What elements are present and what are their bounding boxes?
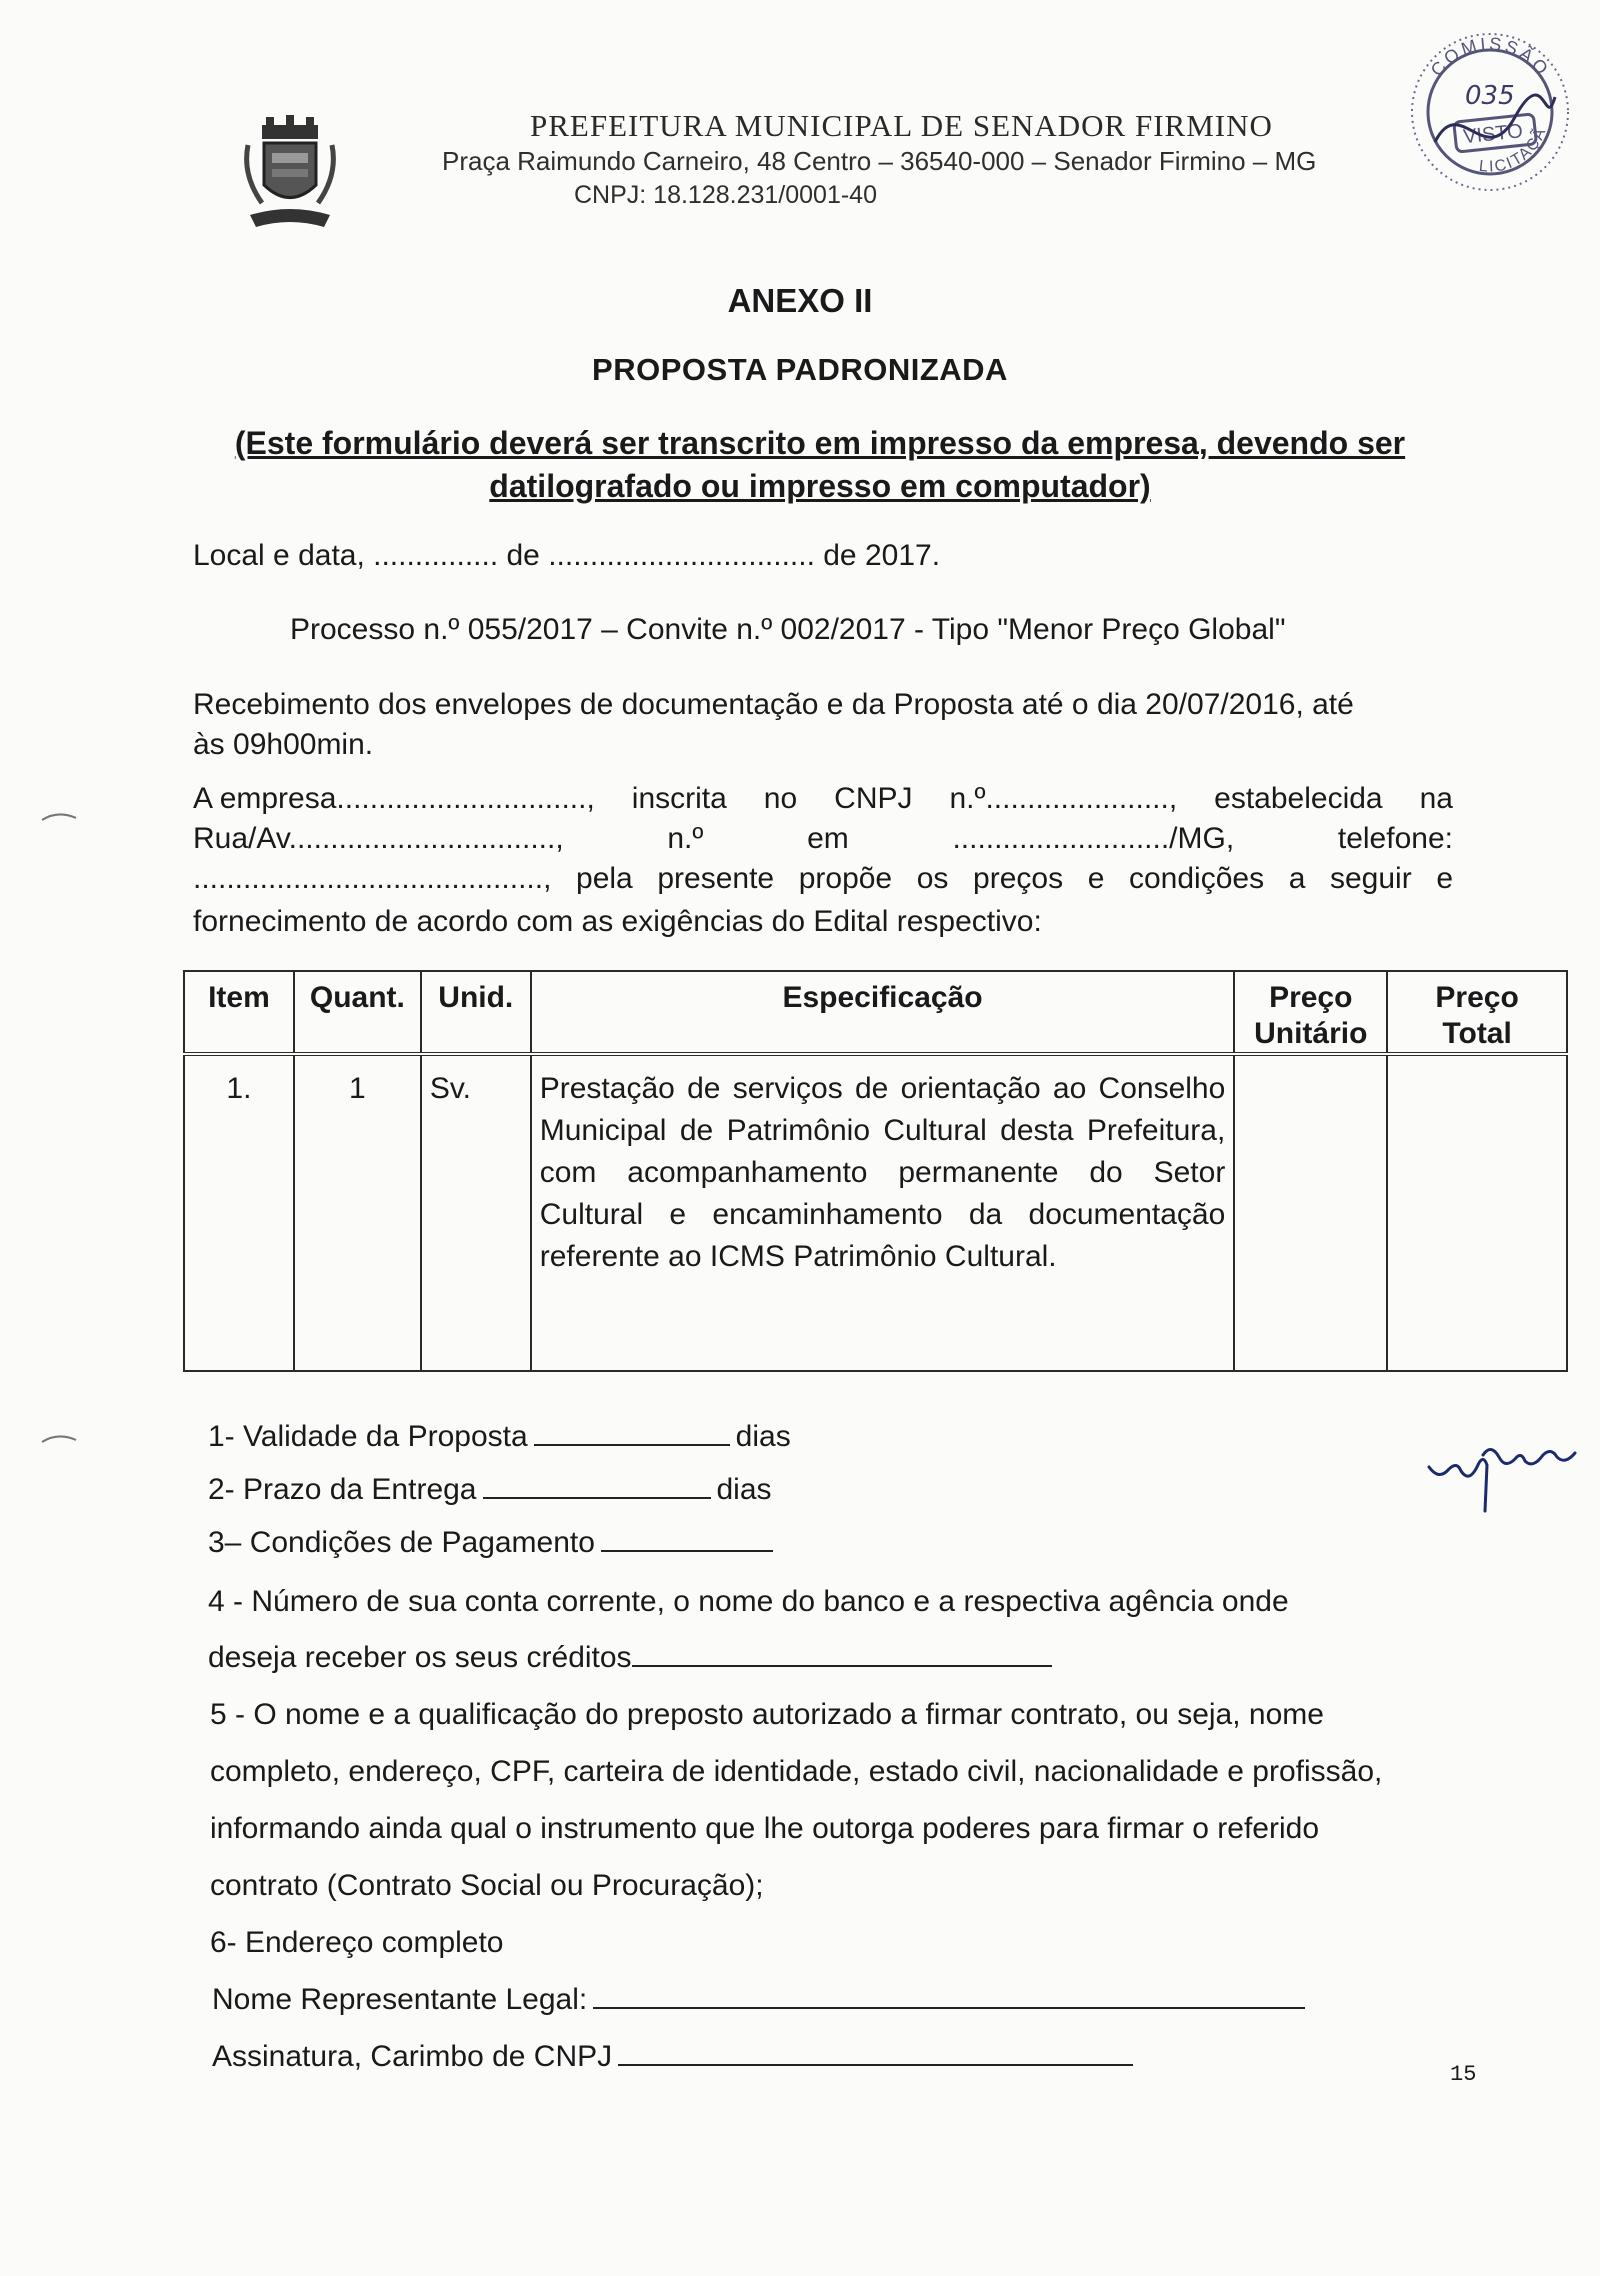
handwritten-rubric [1425, 1425, 1585, 1515]
svg-text:COMISSÃO: COMISSÃO [1426, 33, 1554, 81]
prazo-line: 2- Prazo da Entrega dias [208, 1473, 772, 1506]
header-address: Praça Raimundo Carneiro, 48 Centro – 36540-000 – Senador Firmino – MG [442, 146, 1317, 176]
header-title: PREFEITURA MUNICIPAL DE SENADOR FIRMINO [530, 108, 1273, 143]
endereco-line: 6- Endereço completo [210, 1926, 504, 1959]
col-header-item: Item [184, 971, 294, 1054]
pagamento-field[interactable] [601, 1524, 773, 1552]
local-data-line: Local e data, ............... de ................................ de 2017. [193, 539, 941, 572]
cell-item: 1. [184, 1054, 294, 1371]
municipal-crest-logo [240, 115, 340, 235]
representante-line: Nome Representante Legal: [212, 1980, 1311, 2020]
margin-mark [40, 810, 80, 824]
conta-line-1: 4 - Número de sua conta corrente, o nome do banco e a respectiva agência onde [208, 1585, 1289, 1618]
processo-line: Processo n.º 055/2017 – Convite n.º 002/2017 - Tipo "Menor Preço Global" [290, 613, 1286, 646]
svg-text:LICITAÇÃO: LICITAÇÃ [1478, 124, 1550, 176]
recebimento-line-1: Recebimento dos envelopes de documentação e da Proposta até o dia 20/07/2016, até [193, 688, 1354, 721]
col-header-preco-unitario: Preço Unitário [1234, 971, 1387, 1054]
svg-text:VISTO: VISTO [1462, 120, 1524, 149]
commission-stamp [1405, 22, 1575, 197]
form-title: PROPOSTA PADRONIZADA [592, 352, 1008, 387]
empresa-paragraph [193, 782, 1453, 942]
header-cnpj: CNPJ: 18.128.231/0001-40 [574, 181, 877, 209]
prazo-field[interactable] [483, 1471, 711, 1499]
cell-preco-unitario[interactable] [1234, 1054, 1387, 1371]
empresa-line-1: A empresa.............................., inscrita no CNPJ n.º......................, estabelecida na [193, 782, 1453, 815]
representante-field[interactable] [593, 1981, 1305, 2009]
cell-spec: Prestação de serviços de orientação ao Conselho Municipal de Patrimônio Cultural desta Prefeitura, com acompanhamento permanente do Setor Cultural e encaminhamento da documentação referente ao ICMS Patrimônio Cultural. [531, 1054, 1235, 1371]
recebimento-line-2: às 09h00min. [193, 728, 374, 761]
pagamento-line: 3– Condições de Pagamento [208, 1523, 779, 1563]
notice-line-1: (Este formulário deverá ser transcrito em impresso da empresa, devendo ser [234, 425, 1406, 461]
cell-preco-total[interactable] [1387, 1054, 1567, 1371]
assinatura-field[interactable] [618, 2038, 1133, 2066]
notice-line-2: datilografado ou impresso em computador) [489, 468, 1151, 504]
preposto-line-3: informando ainda qual o instrumento que lhe outorga poderes para firmar o referido [210, 1812, 1320, 1845]
empresa-line-4: fornecimento de acordo com as exigências do Edital respectivo: [193, 905, 1042, 938]
annex-title: ANEXO II [727, 282, 873, 319]
empresa-line-3: .........................................., pela presente propõe os preços e condições a seguir e [193, 862, 1453, 895]
preposto-line-1: 5 - O nome e a qualificação do preposto autorizado a firmar contrato, ou seja, nome [210, 1698, 1324, 1731]
table-row [184, 1054, 1567, 1371]
conta-line-2: deseja receber os seus créditos [208, 1638, 1058, 1678]
items-table [183, 970, 1568, 1372]
col-header-unid: Unid. [421, 971, 531, 1054]
page-number: 15 [1450, 2062, 1477, 2087]
col-header-preco-total: Preço Total [1387, 971, 1567, 1054]
validade-line: 1- Validade da Proposta dias [208, 1420, 791, 1453]
validade-field[interactable] [534, 1418, 730, 1446]
preposto-line-4: contrato (Contrato Social ou Procuração); [210, 1869, 764, 1902]
margin-mark [40, 1432, 80, 1446]
transcription-notice [230, 422, 1410, 508]
col-header-spec: Especificação [531, 971, 1235, 1054]
cell-unid: Sv. [421, 1054, 531, 1371]
col-header-quant: Quant. [294, 971, 421, 1054]
svg-text:035: 035 [1465, 81, 1515, 111]
empresa-line-2: Rua/Av................................, n.º em ........................../MG, telefone: [193, 822, 1453, 855]
conta-field[interactable] [632, 1639, 1052, 1667]
preposto-line-2: completo, endereço, CPF, carteira de identidade, estado civil, nacionalidade e profissão, [210, 1755, 1383, 1788]
assinatura-line: Assinatura, Carimbo de CNPJ [212, 2037, 1139, 2077]
table-header-row [184, 971, 1567, 1054]
cell-quant: 1 [294, 1054, 421, 1371]
